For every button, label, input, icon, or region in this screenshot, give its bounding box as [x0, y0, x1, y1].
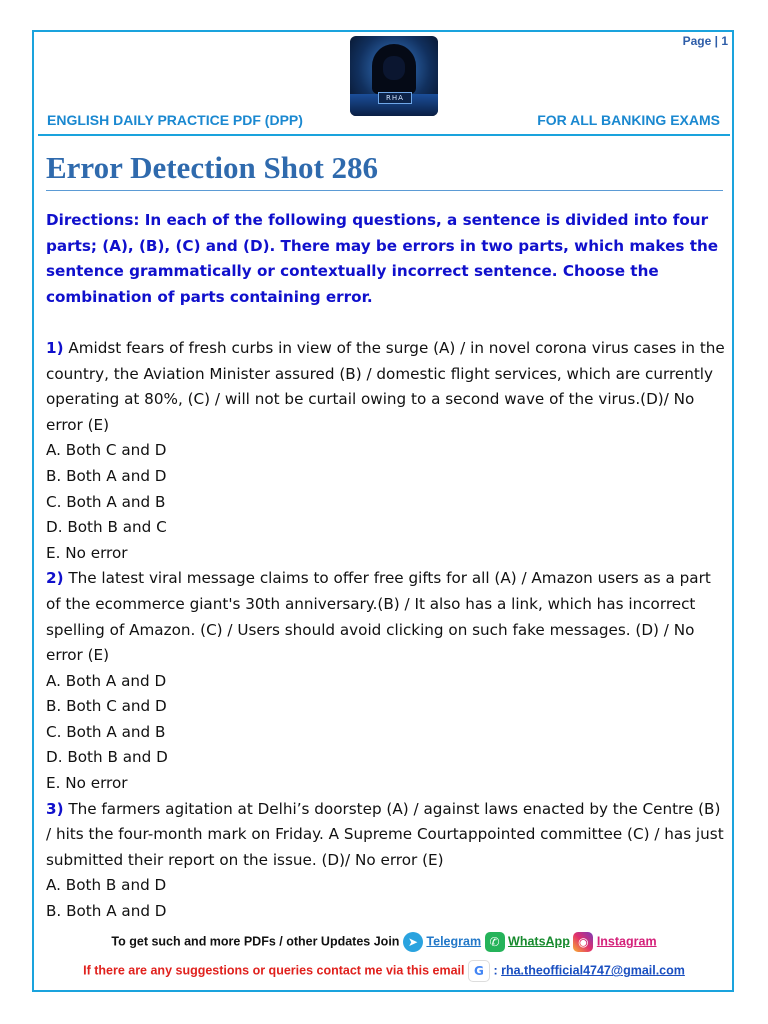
rha-logo [350, 36, 438, 116]
header-divider [38, 134, 730, 136]
page-number: Page | 1 [682, 34, 728, 48]
option: C. Both A and B [46, 722, 166, 741]
option: B. Both A and D [46, 466, 167, 485]
telegram-link[interactable]: Telegram [426, 934, 482, 949]
telegram-icon[interactable]: ➤ [403, 932, 423, 952]
question-text [46, 336, 726, 438]
question-number: 2) [46, 569, 64, 588]
option: A. Both B and D [46, 876, 167, 895]
question-number: 3) [46, 799, 64, 818]
question-2 [46, 566, 726, 796]
question-3 [46, 797, 726, 925]
footer-join-line [0, 932, 768, 952]
question-body: The latest viral message claims to offer free gifts for all (A) / Amazon users as a part of the ecommerce giant's 30th anniversary.(B) / It also has a link, which has incorrect spelling of Amazon. (C) / Users should avoid clicking on such fake messages. (D) / No error (E) [46, 569, 711, 665]
face-shadow [383, 56, 405, 80]
email-link[interactable]: rha.theofficial4747@gmail.com [501, 963, 685, 978]
option: A. Both C and D [46, 441, 167, 460]
google-icon: G [468, 960, 490, 982]
title-underline [46, 190, 723, 191]
option: D. Both B and D [46, 748, 168, 767]
question-text [46, 566, 726, 668]
footer-contact-line [0, 960, 768, 982]
question-text [46, 797, 726, 874]
option: E. No error [46, 774, 128, 793]
spacer [46, 310, 726, 336]
email-separator: : [493, 963, 498, 978]
option: A. Both A and D [46, 671, 167, 690]
whatsapp-link[interactable]: WhatsApp [508, 934, 570, 949]
directions-text: Directions: In each of the following questions, a sentence is divided into four parts; (A), (B), (C) and (D). There may be errors in two parts, which makes the sentence grammatically or contextually incorrect sentence. Choose the combination of parts containing error. [46, 211, 719, 306]
option: D. Both B and C [46, 518, 167, 537]
question-body: Amidst fears of fresh curbs in view of the surge (A) / in novel corona virus cases in the country, the Aviation Minister assured (B) / domestic flight services, which are currently operating at 80%, (C) / will not be curtail owing to a second wave of the virus.(D)/ No error (E) [46, 338, 725, 434]
question-number: 1) [46, 338, 64, 357]
page-title: Error Detection Shot 286 [46, 150, 379, 185]
option: B. Both A and D [46, 902, 167, 921]
option: E. No error [46, 543, 128, 562]
question-1 [46, 336, 726, 566]
document-body [46, 208, 726, 925]
question-body: The farmers agitation at Delhi’s doorstep (A) / against laws enacted by the Centre (B) / hits the four-month mark on Friday. A Supreme Courtappointed committee (C) / has just submitted their report on the issue. (D)/ No error (E) [46, 799, 724, 869]
instagram-link[interactable]: Instagram [596, 934, 657, 949]
logo-text: RHA [378, 92, 412, 104]
whatsapp-icon[interactable]: ✆ [485, 932, 505, 952]
contact-text: If there are any suggestions or queries contact me via this email [83, 963, 465, 978]
header-right-label: FOR ALL BANKING EXAMS [537, 112, 720, 128]
header-left-label: ENGLISH DAILY PRACTICE PDF (DPP) [47, 112, 303, 128]
join-text: To get such and more PDFs / other Updates Join [111, 934, 400, 949]
option: C. Both A and B [46, 492, 166, 511]
instagram-icon[interactable]: ◉ [573, 932, 593, 952]
option: B. Both C and D [46, 697, 167, 716]
